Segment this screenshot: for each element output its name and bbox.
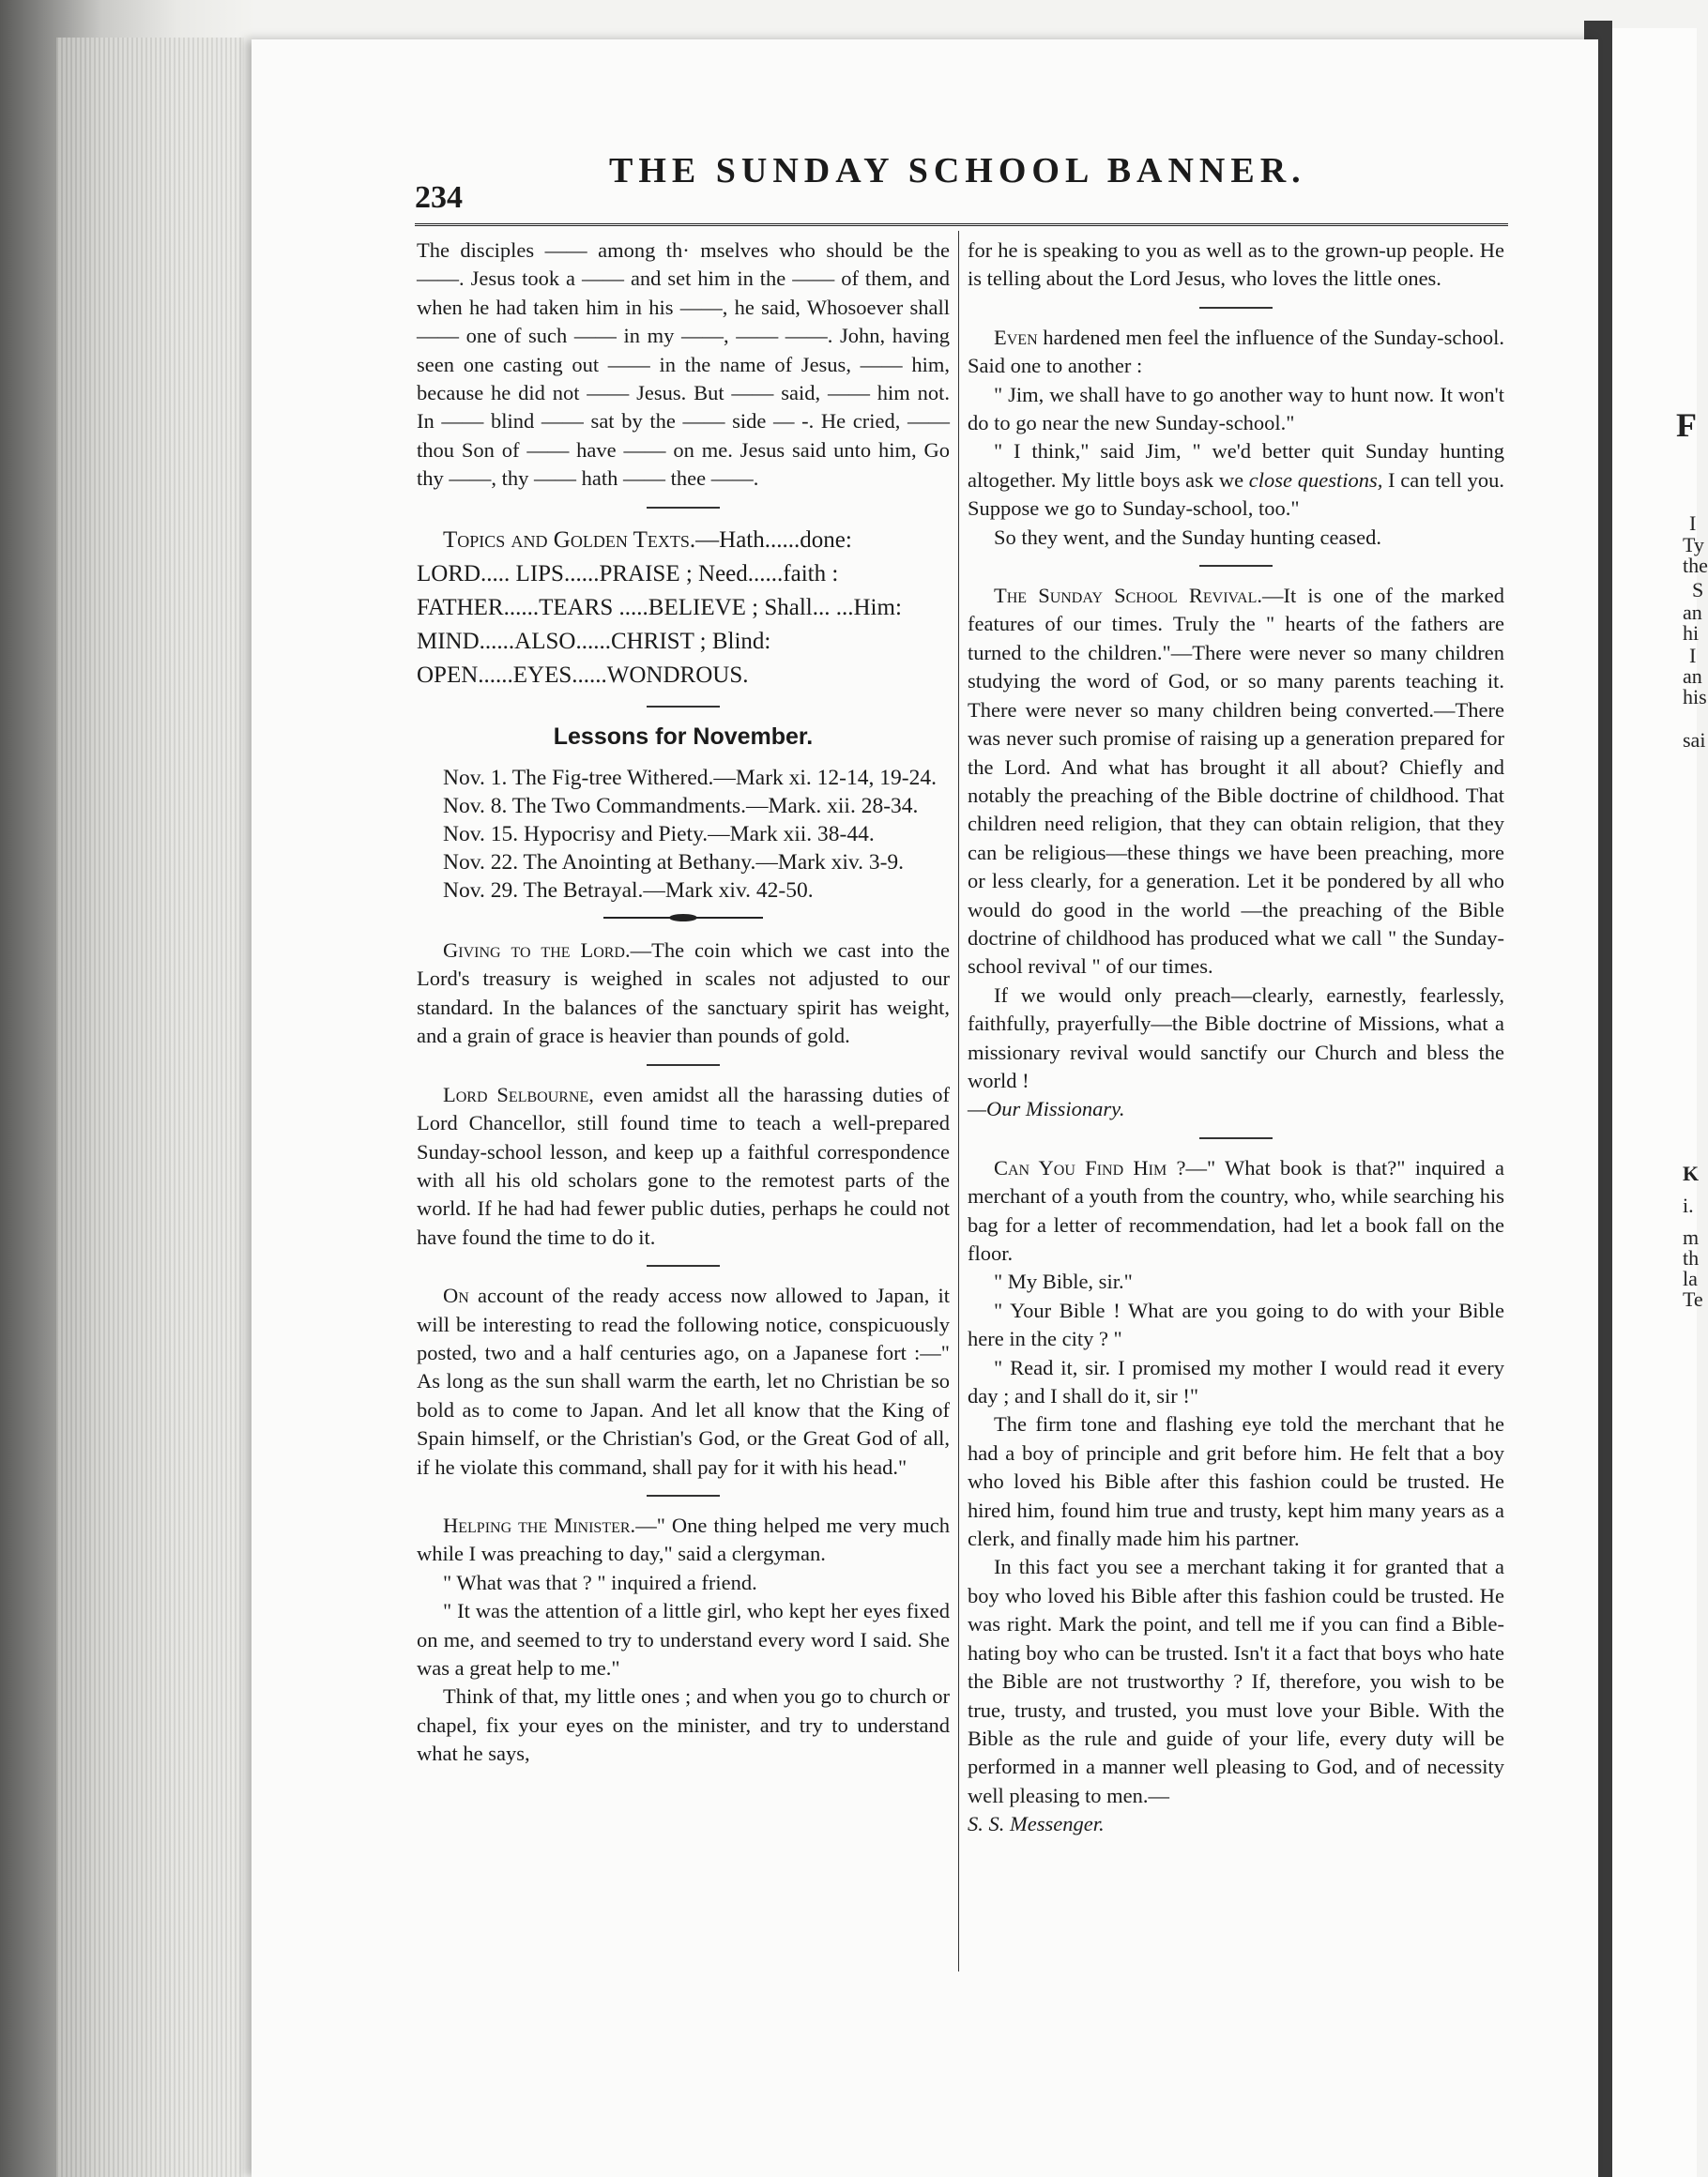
section-rule	[647, 507, 720, 509]
section-label: On	[443, 1284, 469, 1308]
right-column	[968, 236, 1504, 1839]
section-label: Lord Selbourne,	[443, 1082, 594, 1106]
next-page-fragment: hi	[1683, 621, 1700, 645]
article-giving	[417, 936, 950, 1051]
header-rule	[415, 223, 1508, 226]
lesson-item: Nov. 29. The Betrayal.—Mark xiv. 42-50.	[443, 878, 814, 904]
article-paragraph: " My Bible, sir."	[994, 1270, 1133, 1294]
article-paragraph: " Read it, sir. I promised my mother I would read it every day ; and I shall do it, sir !"	[968, 1355, 1504, 1408]
text-run: " I think," said Jim, " we'd better quit Sunday hunting altogether. My little boys ask we	[968, 439, 1504, 492]
next-page-fragment: la	[1683, 1267, 1698, 1290]
page-header	[415, 150, 1503, 216]
page-number: 234	[415, 180, 463, 215]
article-paragraph: " Jim, we shall have to go another way to hunt now. It won't do to go near the new Sunday-school."	[968, 382, 1504, 435]
article-body: even amidst all the harassing duties of Lord Chancellor, still found time to teach a well-prepared Sunday-school lesson, and keep up a faithful correspondence with all his old scholars gone to the remotest parts of the world. If he had had fewer public duties, perhaps he could not have found the time to do it.	[417, 1082, 950, 1249]
article-find-him	[968, 1154, 1504, 1269]
lessons-title: Lessons for November.	[553, 723, 814, 750]
section-rule	[1199, 565, 1273, 567]
text-run: I can tell you. Suppose we go to Sunday-school, too."	[968, 467, 1504, 521]
topics-golden-texts	[417, 524, 950, 693]
next-page-fragment: F	[1676, 406, 1697, 444]
next-page-fragment: S	[1692, 578, 1704, 601]
section-rule	[1199, 1137, 1273, 1139]
lesson-item: Nov. 22. The Anointing at Bethany.—Mark xiv. 3-9.	[443, 850, 905, 875]
article-paragraph: " It was the attention of a little girl, who kept her eyes fixed on me, and seemed to try to understand every word I said. She was a great help to me."	[417, 1599, 950, 1680]
article-paragraph: " Your Bible ! What are you going to do with your Bible here in the city ? "	[968, 1298, 1504, 1351]
section-label: Topics and Golden Texts.	[443, 526, 696, 553]
attribution: —Our Missionary.	[968, 1097, 1125, 1121]
next-page-fragment: his	[1683, 685, 1707, 708]
article-paragraph: So they went, and the Sunday hunting ceased.	[994, 525, 1382, 549]
next-page-fragment: K	[1683, 1162, 1700, 1185]
next-page-fragment: the	[1683, 554, 1708, 577]
next-page-fragment: i.	[1683, 1194, 1694, 1217]
article-body: —The coin which we cast into the Lord's treasury is weighed in scales not adjusted to our standard. In the balances of the sanctuary spirit has weight, and a grain of grace is heavier than pounds of gold.	[417, 938, 950, 1048]
section-rule	[647, 706, 720, 708]
next-page-fragment: Te	[1683, 1287, 1703, 1311]
next-page-fragment: m	[1683, 1226, 1700, 1249]
section-rule	[647, 1265, 720, 1267]
next-page-strip	[1612, 28, 1700, 2177]
article-japan	[417, 1282, 950, 1482]
article-even	[968, 324, 1504, 381]
continued-paragraph: for he is speaking to you as well as to the grown-up people. He is telling about the Lord Jesus, who loves the little ones.	[968, 238, 1504, 291]
article-paragraph: Think of that, my little ones ; and when you go to church or chapel, fix your eyes on the minister, and try to understand what he says,	[417, 1684, 950, 1766]
lesson-item: Nov. 1. The Fig-tree Withered.—Mark xi. 12-14, 19-24.	[443, 766, 937, 791]
next-page-fragment: an	[1683, 664, 1702, 688]
next-page-fragment: I	[1689, 511, 1697, 535]
article-body: —It is one of the marked features of our times. Truly the " hearts of the fathers are turned to the children."—There were never so many children studying the word of God, or so many parents teaching it. There were never so many children being converted.—There was never such promise of raising up a generation prepared for the Lord. And what has brought it all about? Chiefly and notably the preaching of the Bible doctrine of childhood. That children need religion, that they can obtain religion, that they can be religious—these things we have been preaching, more or less clearly, for a generation. Let it be pondered by all who would do good in the world —the preaching of the Bible doctrine of childhood has produced what we call " the Sunday-school revival " of our times.	[968, 584, 1505, 979]
topics-body: —Hath......done: LORD..... LIPS......PRAISE ; Need......faith : FATHER......TEARS .....BELIEVE ; Shall... ...Him: MIND......ALSO......CHRIST ; Blind: OPEN......EYES......WONDROUS.	[417, 526, 902, 688]
section-label: The Sunday School Revival.	[994, 584, 1262, 608]
article-selbourne	[417, 1081, 950, 1252]
next-page-fragment: Ty	[1683, 533, 1704, 556]
section-label: Helping the Minister.	[443, 1513, 636, 1537]
page-edges	[56, 38, 244, 2177]
article-paragraph: In this fact you see a merchant taking it for granted that a boy who loved his Bible after this fashion could be trusted. He was right. Mark the point, and tell me if you can find a Bible-hating boy who can be trusted. Isn't it a fact that boys who hate the Bible are not trustworthy ? If, therefore, you wish to be true, trusty, and trusted, you must love your Bible. With the Bible as the rule and guide of your life, every duty will be performed in a manner well pleasing to God, and of necessity well pleasing to men.—	[968, 1555, 1504, 1807]
article-paragraph	[968, 437, 1504, 523]
column-rule	[958, 231, 959, 1971]
article-helping	[417, 1512, 950, 1569]
article-paragraph: " What was that ? " inquired a friend.	[443, 1570, 757, 1594]
next-page-fragment: th	[1683, 1246, 1700, 1270]
section-label: Giving to the Lord.	[443, 938, 631, 963]
article-revival	[968, 582, 1504, 982]
lesson-item: Nov. 15. Hypocrisy and Piety.—Mark xii. 38-44.	[443, 822, 875, 847]
fill-in-exercise: The disciples —— among th· mselves who should be the ——. Jesus took a —— and set him in the —— of them, and when he had taken him in his ——, he said, Whosoever shall —— one of such —— in my ——, —— ——. John, having seen one casting out —— in the name of Jesus, —— him, because he did not —— Jesus. But —— said, —— him not. In —— blind —— sat by the —— side — -. He cried, —— thou Son of —— have —— on me. Jesus said unto him, Go thy ——, thy —— hath —— thee ——.	[417, 238, 950, 491]
section-rule	[647, 1064, 720, 1066]
next-page-fragment: I	[1689, 644, 1697, 667]
article-body: hardened men feel the influence of the Sunday-school. Said one to another :	[968, 325, 1504, 378]
article-paragraph: If we would only preach—clearly, earnestly, fearlessly, faithfully, prayerfully—the Bible doctrine of Missions, what a missionary revival would sanctify our Church and bless the world !	[968, 982, 1504, 1092]
next-page-fragment: an	[1683, 601, 1702, 624]
section-rule	[1199, 307, 1273, 309]
book-spine	[0, 0, 253, 2177]
lesson-item: Nov. 8. The Two Commandments.—Mark. xii. 28-34.	[443, 794, 919, 819]
section-rule	[647, 1495, 720, 1497]
italic-run: close questions,	[1248, 467, 1383, 492]
article-paragraph: The firm tone and flashing eye told the merchant that he had a boy of principle and grit before him. He felt that a boy who loved his Bible after this fashion could be trusted. He hired him, found him true and trusty, kept him many years as a clerk, and finally made him his partner.	[968, 1412, 1504, 1551]
left-column	[417, 236, 950, 1769]
article-body: —" One thing helped me very much while I was preaching to day," said a clergyman.	[417, 1513, 950, 1566]
section-label: Even	[994, 325, 1038, 349]
running-title: THE SUNDAY SCHOOL BANNER.	[609, 151, 1306, 190]
article-body: account of the ready access now allowed to Japan, it will be interesting to read the following notice, conspicuously posted, two and a half centuries ago, on a Japanese fort :—" As long as the sun shall warm the earth, let no Christian be so bold as to come to Japan. And let all know that the King of Spain himself, or the Christian's God, or the Great God of all, if he violate this command, shall pay for it with his head."	[417, 1284, 950, 1479]
section-label: Can You Find Him ?	[994, 1155, 1186, 1180]
article-body: —" What book is that?" inquired a merchant of a youth from the country, who, while searching his bag for a letter of recommendation, had let a book fall on the floor.	[968, 1155, 1504, 1265]
attribution: S. S. Messenger.	[968, 1812, 1105, 1836]
ornament-divider	[603, 914, 763, 921]
next-page-fragment: sai	[1683, 728, 1706, 752]
